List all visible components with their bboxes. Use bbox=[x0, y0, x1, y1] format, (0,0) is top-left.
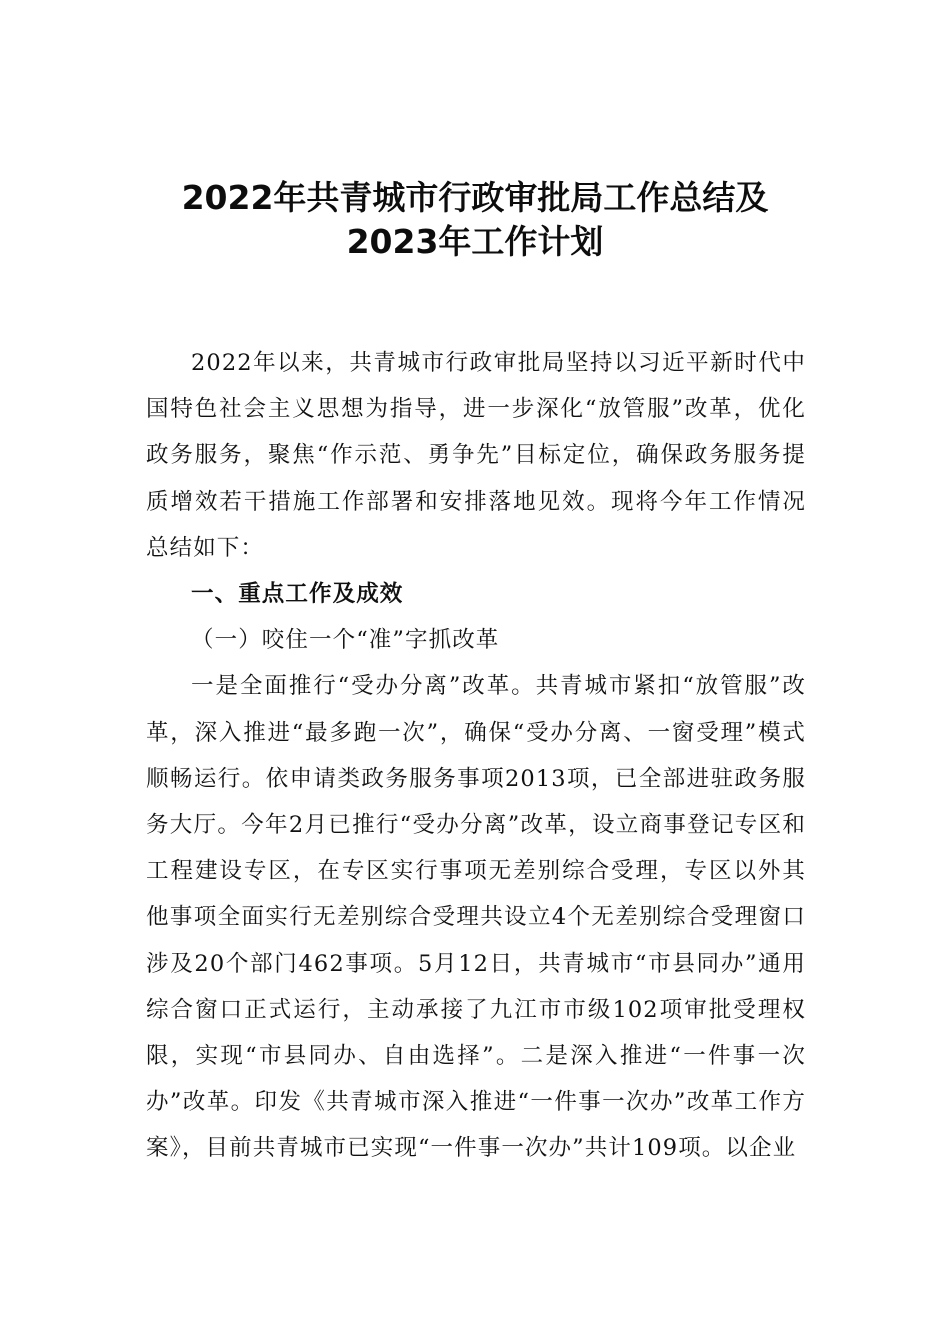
document-title-line-2: 2023年工作计划 bbox=[346, 222, 604, 261]
section-heading: 一、重点工作及成效 bbox=[191, 581, 404, 608]
document-body bbox=[146, 340, 806, 1172]
subsection-heading: （一）咬住一个“准”字抓改革 bbox=[191, 627, 500, 654]
body-paragraph: 一是全面推行“受办分离”改革。共青城市紧扣“放管服”改革，深入推进“最多跑一次”，确保“受办分离、一窗受理”模式顺畅运行。依申请类政务服务事项2013项，已全部进驻政务服务大厅。今年2月已推行“受办分离”改革，设立商事登记专区和工程建设专区，在专区实行事项无差别综合受理，专区以外其他事项全面实行无差别综合受理共设立4个无差别综合受理窗口涉及20个部门462事项。5月12日，共青城市“市县同办”通用综合窗口正式运行，主动承接了九江市市级102项审批受理权限，实现“市县同办、自由选择”。二是深入推进“一件事一次办”改革。印发《共青城市深入推进“一件事一次办”改革工作方案》，目前共青城市已实现“一件事一次办”共计109项。以企业 bbox=[146, 673, 806, 1162]
intro-paragraph: 2022年以来，共青城市行政审批局坚持以习近平新时代中国特色社会主义思想为指导，进一步深化“放管服”改革，优化政务服务，聚焦“作示范、勇争先”目标定位，确保政务服务提质增效若干措施工作部署和安排落地见效。现将今年工作情况总结如下： bbox=[146, 350, 806, 561]
document-title-line-1: 2022年共青城市行政审批局工作总结及 bbox=[181, 178, 769, 217]
